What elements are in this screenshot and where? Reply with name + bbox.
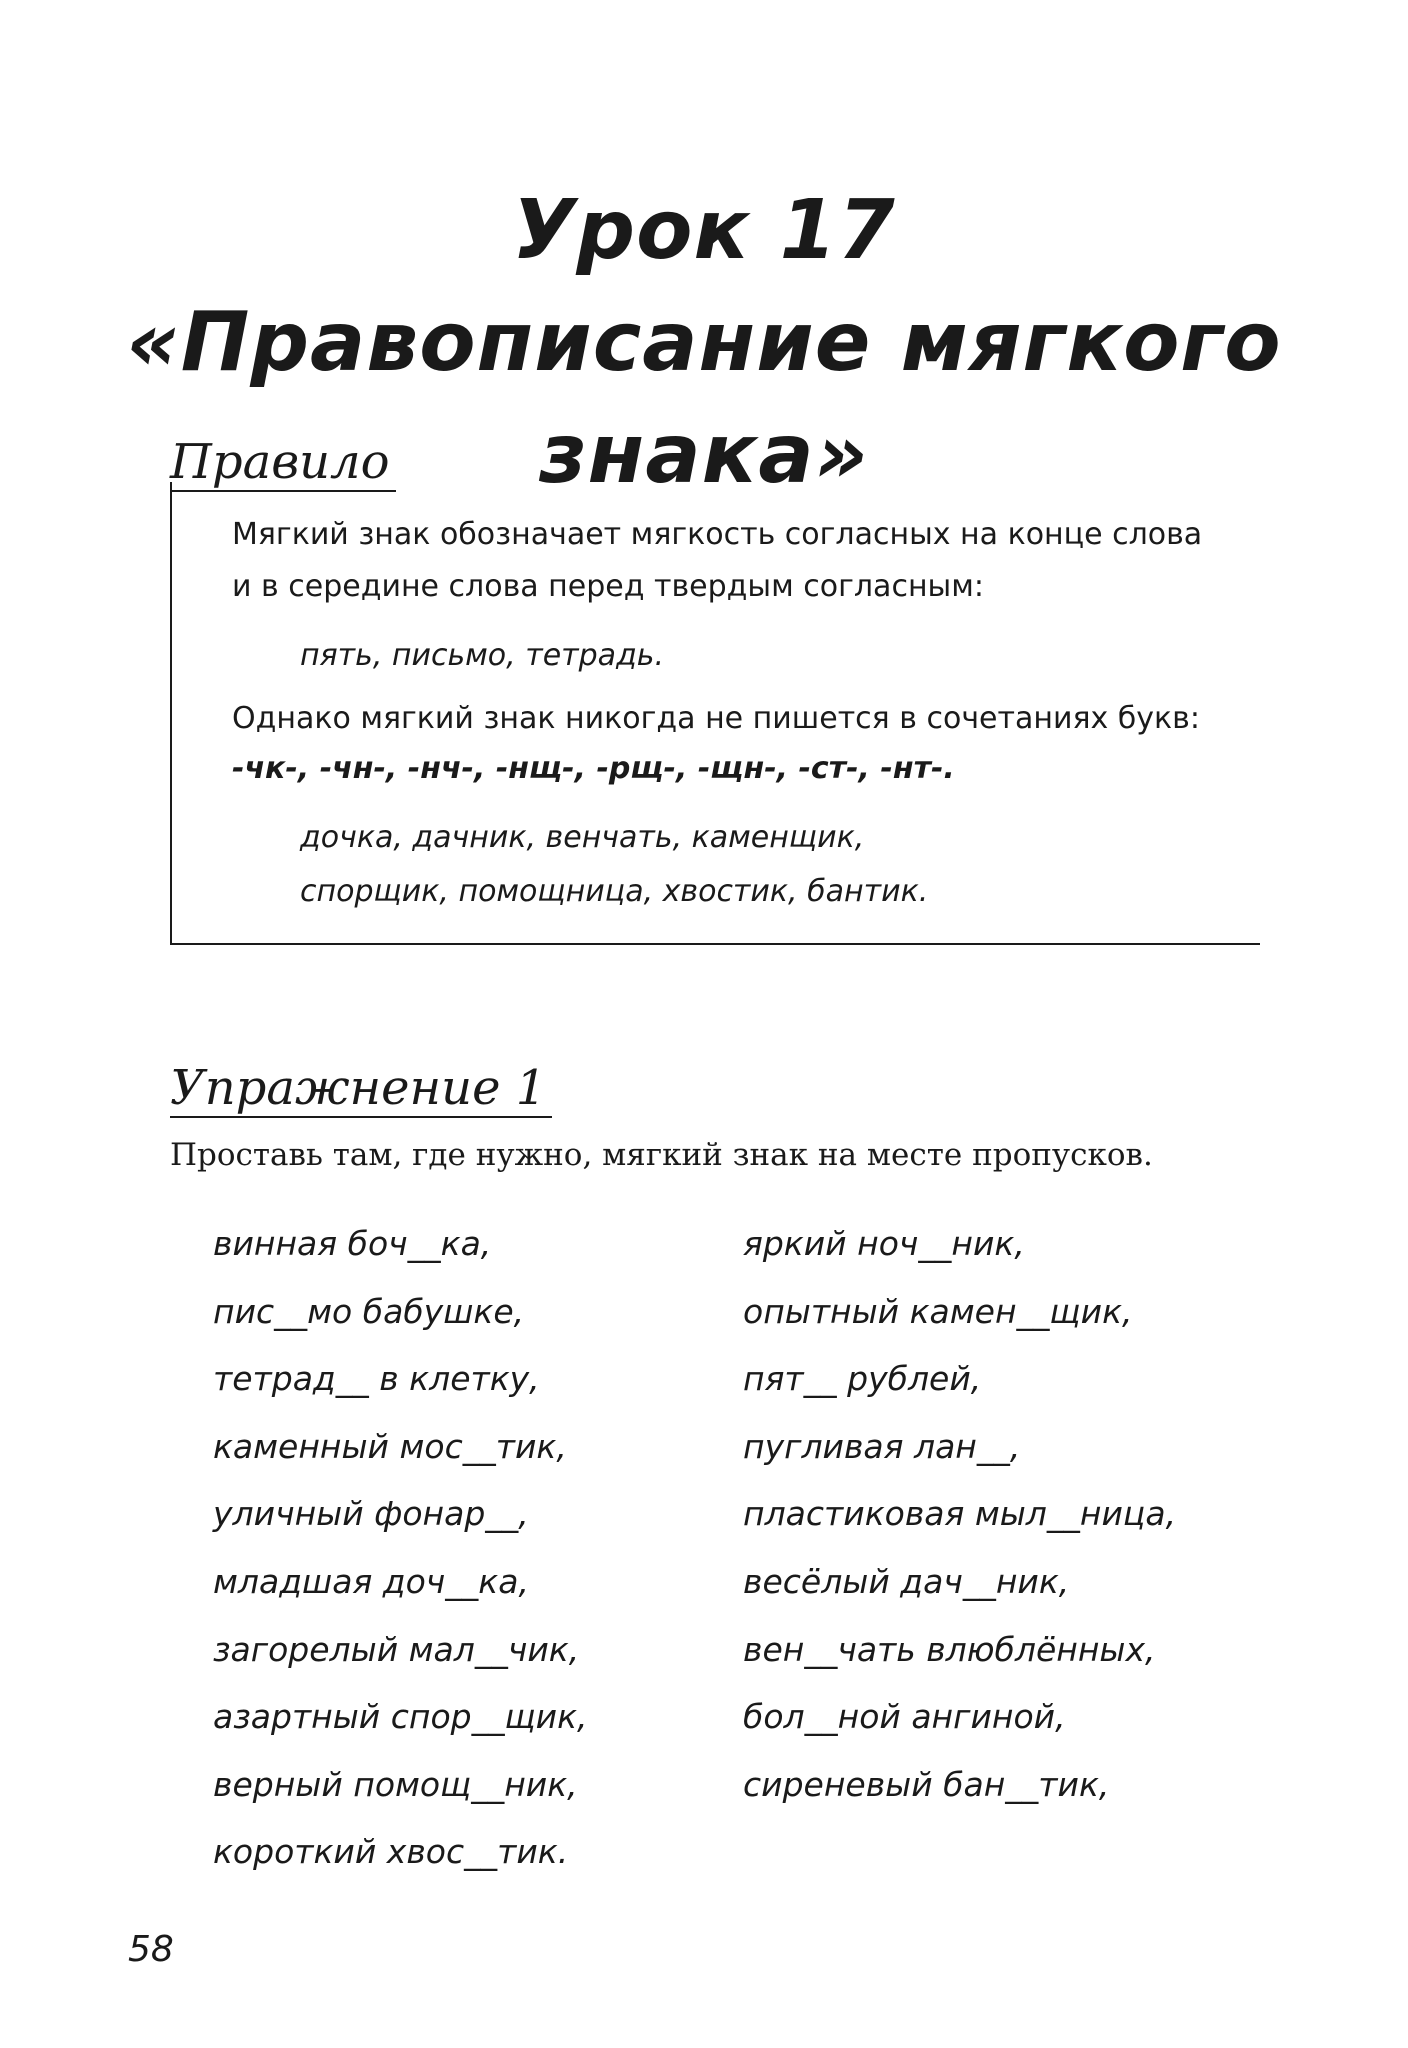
exercise-item: пугливая лан__, <box>743 1426 1021 1466</box>
exercise-item: пис__мо бабушке, <box>213 1291 525 1331</box>
rule-examples: дочка, дачник, венчать, каменщик, <box>300 820 865 855</box>
exercise-item: весёлый дач__ник, <box>743 1561 1070 1601</box>
exercise-item: тетрад__ в клетку, <box>213 1359 540 1399</box>
exercise-item: загорелый мал__чик, <box>213 1629 580 1669</box>
exercise-item: короткий хвос__тик. <box>213 1832 569 1872</box>
letter-combinations: -чк-, -чн-, -нч-, -нщ-, -рщ-, -щн-, -ст-, -нт-. <box>232 751 955 786</box>
rule-examples: пять, письмо, тетрадь. <box>300 638 665 673</box>
exercise-item: сиреневый бан__тик, <box>743 1764 1110 1804</box>
exercise-item: младшая доч__ка, <box>213 1561 529 1601</box>
exercise-item: бол__ной ангиной, <box>743 1697 1066 1737</box>
exercise-item: яркий ноч__ник, <box>743 1224 1025 1263</box>
exercise-item: пят__ рублей, <box>743 1359 982 1399</box>
rule-box <box>170 482 1260 945</box>
exercise-column-left <box>213 1210 588 1886</box>
exercise-item: верный помощ__ник, <box>213 1764 578 1804</box>
exercise-item: азартный спор__щик, <box>213 1697 588 1737</box>
exercise-item: вен__чать влюблённых, <box>743 1629 1156 1669</box>
rule-heading: Правило <box>170 434 396 492</box>
exercise-instruction: Проставь там, где нужно, мягкий знак на месте пропусков. <box>170 1137 1153 1173</box>
rule-text-line: Однако мягкий знак никогда не пишется в сочетаниях букв: <box>232 701 1200 736</box>
rule-text-line: и в середине слова перед твердым согласным: <box>232 569 984 604</box>
lesson-topic: «Правописание мягкого знака» <box>126 295 1282 502</box>
exercise-column-right <box>743 1210 1176 1818</box>
rule-examples: спорщик, помощница, хвостик, бантик. <box>300 874 929 909</box>
exercise-heading: Упражнение 1 <box>170 1060 552 1118</box>
rule-text-line: Мягкий знак обозначает мягкость согласных на конце слова <box>232 517 1203 552</box>
exercise-item: опытный камен__щик, <box>743 1291 1133 1331</box>
page-number: 58 <box>128 1929 174 1970</box>
lesson-number: Урок 17 <box>512 183 896 278</box>
exercise-item: пластиковая мыл__ница, <box>743 1494 1177 1534</box>
exercise-item: каменный мос__тик, <box>213 1426 567 1466</box>
exercise-item: уличный фонар__, <box>213 1494 529 1534</box>
exercise-item: винная боч__ка, <box>213 1224 492 1263</box>
